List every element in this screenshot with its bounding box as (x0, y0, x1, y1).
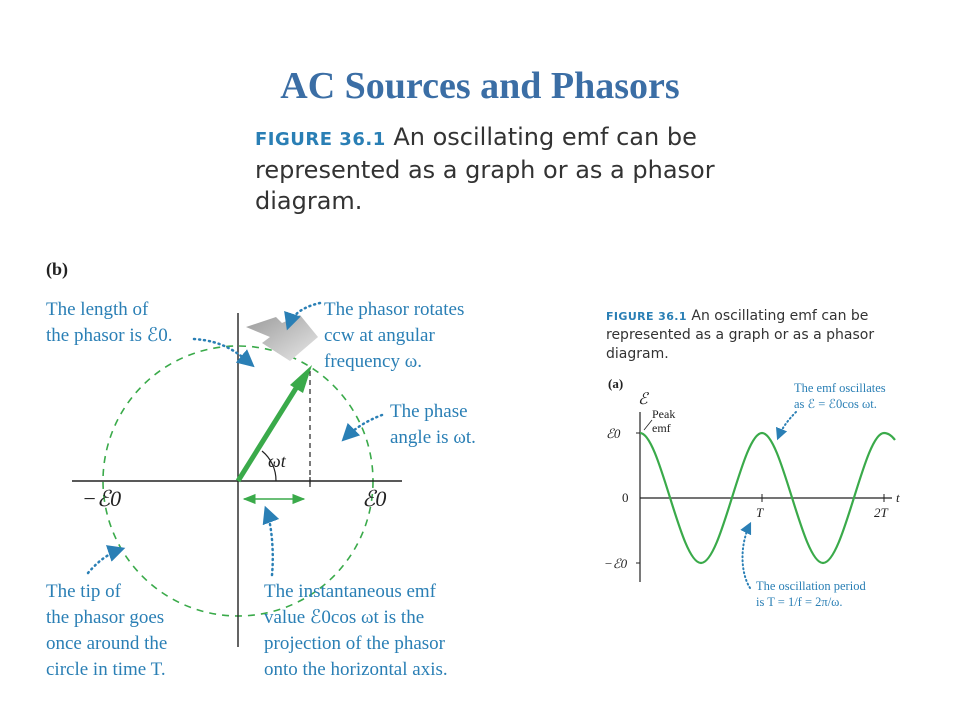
small-figure-caption-label: FIGURE 36.1 (606, 310, 687, 323)
y-tick-zero: 0 (622, 490, 629, 505)
small-figure-caption-text: An oscillating emf can be represented as a graph or as a phasor diagram. (606, 308, 875, 362)
length-note: The length of the phasor is ℰ0. (46, 299, 173, 346)
oscillation-note: The emf oscillates as ℰ = ℰ0cos ωt. (794, 381, 886, 411)
x-tick-2T: 2T (874, 505, 888, 520)
slide-title: AC Sources and Phasors (280, 65, 680, 107)
x-tick-T: T (756, 505, 764, 520)
x-axis-label: t (896, 490, 900, 505)
oscillation-pointer (778, 412, 796, 438)
pos-amplitude-label: ℰ0 (362, 486, 387, 511)
rotation-arrow-icon (246, 315, 318, 361)
small-figure-caption (606, 307, 906, 364)
y-axis-label: ℰ (638, 391, 648, 408)
neg-amplitude-label: −ℰ0 (82, 486, 122, 511)
projection-note: The instantaneous emf value ℰ0cos ωt is the projection of the phasor onto the horizontal axis. (264, 581, 448, 680)
period-note: The oscillation period is T = 1/f = 2π/ω. (756, 579, 866, 609)
figure-caption-text: An oscillating emf can be represented as a graph or as a phasor diagram. (255, 123, 715, 215)
rotation-note: The phasor rotates ccw at angular frequency ω. (324, 299, 465, 372)
phase-note: The phase angle is ωt. (390, 401, 476, 448)
emf-graph (600, 372, 930, 632)
projection-pointer (266, 509, 273, 575)
angle-label: ωt (268, 451, 286, 471)
panel-label-a: (a) (608, 376, 624, 391)
length-pointer (194, 339, 252, 365)
period-pointer (743, 524, 751, 588)
figure-caption (255, 122, 755, 217)
tip-note: The tip of the phasor goes once around the circle in time T. (46, 581, 168, 680)
figure-caption-label: FIGURE 36.1 (255, 129, 386, 150)
panel-label-b: (b) (46, 259, 68, 279)
y-tick-e0: ℰ0 (606, 426, 621, 441)
phasor-diagram (0, 255, 560, 695)
tip-pointer (88, 549, 122, 573)
peak-pointer (644, 420, 652, 430)
phase-pointer (344, 415, 382, 439)
y-tick-neg-e0: −ℰ0 (604, 556, 628, 571)
peak-label: Peak emf (652, 407, 676, 435)
